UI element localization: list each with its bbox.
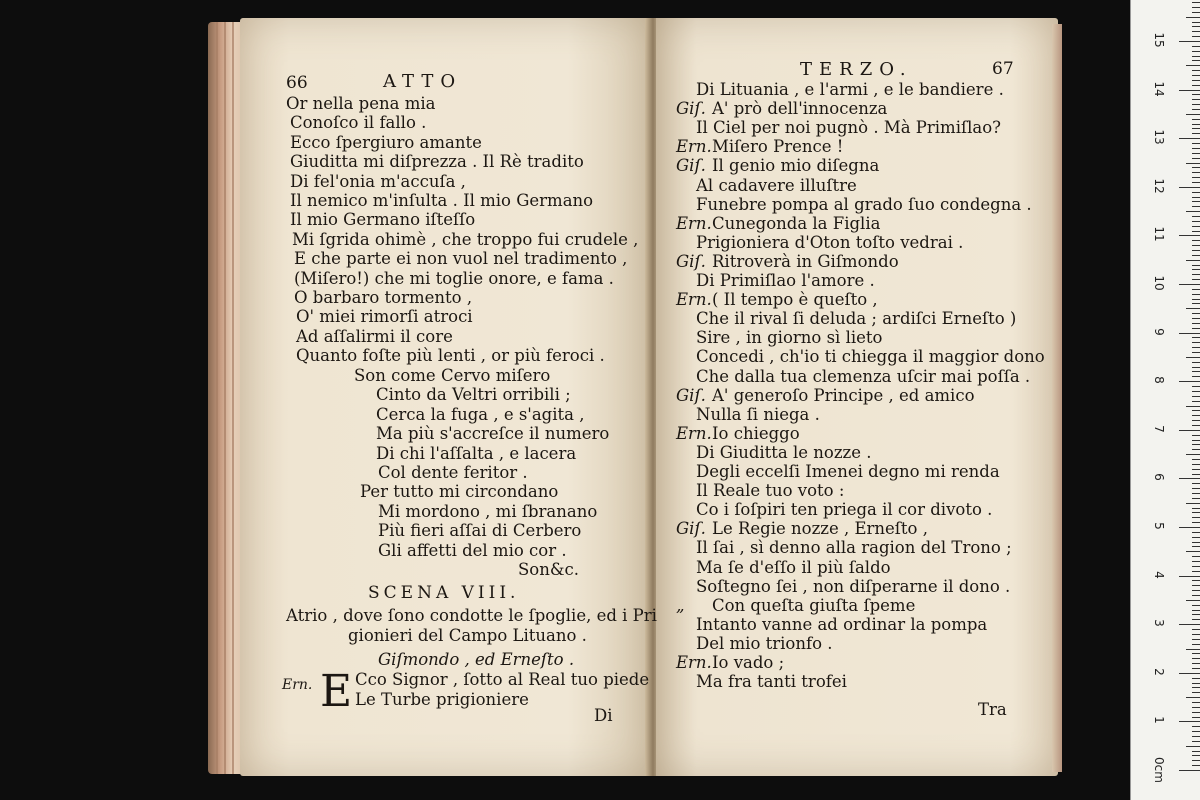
left-catchword: Di xyxy=(594,706,613,725)
ruler-tick xyxy=(1192,741,1200,742)
ruler-tick xyxy=(1192,85,1200,86)
ruler-label: 14 xyxy=(1152,80,1166,97)
ruler-label: 8 xyxy=(1152,376,1166,384)
ruler-tick xyxy=(1192,668,1200,669)
ruler-tick xyxy=(1186,551,1200,552)
ruler-tick xyxy=(1192,192,1200,193)
scene-description-1: Atrio , dove ſono condotte le ſpoglie, ed i Pri xyxy=(286,606,657,625)
ruler-tick xyxy=(1192,26,1200,27)
ruler-tick xyxy=(1186,308,1200,309)
ruler-tick xyxy=(1192,653,1200,654)
ruler-tick xyxy=(1179,284,1200,285)
verse-line: Il nemico m'inſulta . Il mio Germano xyxy=(290,191,594,210)
speaker-label: Ern. xyxy=(676,213,712,233)
speaker-label: Giſ. xyxy=(676,385,706,405)
ruler-tick xyxy=(1192,328,1200,329)
ruler-tick xyxy=(1192,148,1200,149)
dialogue-line: Il Reale tuo voto : xyxy=(696,481,845,501)
drop-cap: E xyxy=(320,666,353,717)
ruler-tick xyxy=(1179,138,1200,139)
ruler-tick xyxy=(1192,36,1200,37)
ruler-label: 1 xyxy=(1152,716,1166,725)
dialogue-line: Ritroverà in Giſmondo xyxy=(712,251,899,271)
dialogue-line: Del mio trionfo . xyxy=(696,633,833,653)
ruler-tick xyxy=(1192,197,1200,198)
ruler-tick xyxy=(1179,478,1200,479)
ruler-tick xyxy=(1192,726,1200,727)
speaker-label: Ern. xyxy=(676,653,712,672)
ruler-tick xyxy=(1192,221,1200,222)
ruler-tick xyxy=(1192,556,1200,557)
ruler-tick xyxy=(1192,201,1200,202)
verse-line: (Miſero!) che mi toglie onore, e fama . xyxy=(294,268,614,288)
ruler-tick xyxy=(1192,493,1200,494)
ruler-tick xyxy=(1192,469,1200,470)
ruler-tick xyxy=(1192,177,1200,178)
ruler-tick xyxy=(1186,697,1200,698)
ruler-tick xyxy=(1192,119,1200,120)
ruler-tick xyxy=(1192,376,1200,377)
ruler-tick xyxy=(1192,128,1200,129)
ruler-tick xyxy=(1179,381,1200,382)
ruler-tick xyxy=(1192,585,1200,586)
ruler-tick xyxy=(1192,440,1200,441)
ruler-tick xyxy=(1192,561,1200,562)
ruler-tick xyxy=(1192,683,1200,684)
ruler-tick xyxy=(1186,17,1200,18)
ruler-tick xyxy=(1192,2,1200,3)
ruler-tick xyxy=(1186,454,1200,455)
ruler-tick xyxy=(1179,770,1200,771)
dialogue-line: Ma ſe d'eſſo il più ſaldo xyxy=(696,557,891,577)
ruler-tick xyxy=(1186,114,1200,115)
aria-line: Son come Cervo miſero xyxy=(354,366,551,385)
aria-line: Ma più s'accreſce il numero xyxy=(376,424,610,444)
ruler-label: 11 xyxy=(1152,226,1166,243)
ruler-tick xyxy=(1179,333,1200,334)
ruler-tick xyxy=(1179,721,1200,722)
ruler-tick xyxy=(1179,527,1200,528)
dialogue-line: Sire , in giorno sì lieto xyxy=(696,328,883,348)
dialogue-line: Con queſta giuſta ſpeme xyxy=(712,595,916,615)
verse-line: E che parte ei non vuol nel tradimento , xyxy=(294,249,628,269)
ruler-tick xyxy=(1192,580,1200,581)
ruler-tick xyxy=(1179,41,1200,42)
ruler-tick xyxy=(1192,371,1200,372)
ruler-tick xyxy=(1192,318,1200,319)
dialogue-line: Il Ciel per noi pugnò . Mà Primiſlao? xyxy=(696,118,1001,138)
ruler-label: 9 xyxy=(1152,327,1166,336)
ruler-tick xyxy=(1192,566,1200,567)
ruler-tick xyxy=(1192,7,1200,8)
ruler-tick xyxy=(1192,663,1200,664)
ruler-tick xyxy=(1192,279,1200,280)
ruler-tick xyxy=(1192,231,1200,232)
ruler-tick xyxy=(1192,255,1200,256)
ruler-tick xyxy=(1192,362,1200,363)
aria-line: Di chi l'aſſalta , e lacera xyxy=(376,443,577,463)
ruler-tick xyxy=(1192,444,1200,445)
ruler-tick xyxy=(1192,508,1200,509)
ruler-tick xyxy=(1192,415,1200,416)
aria-line: Gli affetti del mio cor . xyxy=(378,540,567,560)
aria-line: Più fieri aſſai di Cerbero xyxy=(378,521,582,541)
aria-line: Per tutto mi circondano xyxy=(360,482,559,502)
dialogue-line: Nulla ſi niega . xyxy=(696,404,820,424)
ruler-tick xyxy=(1192,590,1200,591)
ruler-tick xyxy=(1192,80,1200,81)
dialogue-line: Degli eccelſi Imenei degno mi renda xyxy=(696,462,1000,481)
ruler-tick xyxy=(1192,760,1200,761)
ruler-tick xyxy=(1179,90,1200,91)
scene-title: SCENA VIII. xyxy=(368,583,520,603)
left-page-number: 66 xyxy=(286,73,308,93)
ruler-tick xyxy=(1192,610,1200,611)
ruler-tick xyxy=(1192,70,1200,71)
ruler-tick xyxy=(1192,167,1200,168)
ruler-tick xyxy=(1192,124,1200,125)
ruler-tick xyxy=(1192,464,1200,465)
dialogue-line: Intanto vanne ad ordinar la pompa xyxy=(696,614,988,634)
ruler-tick xyxy=(1192,755,1200,756)
verse-line: Ecco ſpergiuro amante xyxy=(290,132,482,152)
ruler-unit-label: 0cm xyxy=(1152,757,1166,783)
dialogue-line: Prigioniera d'Oton toſto vedrai . xyxy=(696,232,964,252)
dialogue-line: Io vado ; xyxy=(712,653,785,672)
ruler-tick xyxy=(1192,289,1200,290)
verse-line: Il mio Germano iſteſſo xyxy=(290,210,476,230)
ruler-tick xyxy=(1192,143,1200,144)
ruler-tick xyxy=(1192,51,1200,52)
dialogue-line: Cunegonda la Figlia xyxy=(712,213,881,233)
speaker-label: Ern. xyxy=(282,677,313,693)
ruler-tick xyxy=(1192,172,1200,173)
ruler-tick xyxy=(1179,430,1200,431)
ruler-tick xyxy=(1192,342,1200,343)
ruler-tick xyxy=(1192,498,1200,499)
ruler-tick xyxy=(1192,717,1200,718)
ruler-label: 6 xyxy=(1152,473,1166,482)
ruler-tick xyxy=(1192,702,1200,703)
dialogue-line: ( Il tempo è queſto , xyxy=(712,290,878,310)
speaker-label: Giſ. xyxy=(676,519,706,539)
verse-line: Di fel'onia m'accuſa , xyxy=(290,171,466,191)
ruler-label: 2 xyxy=(1152,667,1166,676)
ruler-tick xyxy=(1186,503,1200,504)
ruler-tick xyxy=(1192,265,1200,266)
ruler-tick xyxy=(1192,391,1200,392)
ruler-tick xyxy=(1192,425,1200,426)
ruler-tick xyxy=(1192,396,1200,397)
ruler-tick xyxy=(1192,765,1200,766)
ruler-tick xyxy=(1192,751,1200,752)
ruler-tick xyxy=(1186,211,1200,212)
ruler-label: 5 xyxy=(1152,522,1166,530)
dialogue-line: A' generoſo Principe , ed amico xyxy=(712,385,975,405)
ruler-tick xyxy=(1192,639,1200,640)
speaker-label: Giſ. xyxy=(676,156,706,176)
ruler-tick xyxy=(1192,46,1200,47)
ruler-tick xyxy=(1192,707,1200,708)
dialogue-line: Soſtegno ſei , non diſperarne il dono . xyxy=(696,576,1011,596)
dialogue-line: Di Lituania , e l'armi , e le bandiere . xyxy=(696,80,1004,99)
dialogue-line: Il ſai , sì denno alla ragion del Trono ; xyxy=(696,538,1012,558)
ruler-tick xyxy=(1192,634,1200,635)
dialogue-line: Di Giuditta le nozze . xyxy=(696,442,872,462)
ruler-tick xyxy=(1192,99,1200,100)
ruler-tick xyxy=(1192,133,1200,134)
aria-line: Col dente feritor . xyxy=(378,463,528,482)
ruler-tick xyxy=(1192,12,1200,13)
ruler-tick xyxy=(1192,323,1200,324)
ruler-tick xyxy=(1192,483,1200,484)
ruler-tick xyxy=(1192,571,1200,572)
ruler-tick xyxy=(1192,109,1200,110)
ruler-tick xyxy=(1192,658,1200,659)
ruler-tick xyxy=(1192,104,1200,105)
dialogue-line-2: Le Turbe prigioniere xyxy=(355,690,529,709)
ruler-label: 10 xyxy=(1152,275,1166,291)
ruler-tick xyxy=(1192,619,1200,620)
ruler-tick xyxy=(1192,206,1200,207)
ruler-label: 4 xyxy=(1152,570,1166,579)
ruler-tick xyxy=(1192,337,1200,338)
ruler-tick xyxy=(1192,269,1200,270)
ruler-tick xyxy=(1192,736,1200,737)
ruler-label: 7 xyxy=(1152,424,1166,433)
ruler-tick xyxy=(1192,303,1200,304)
ruler-tick xyxy=(1192,158,1200,159)
ruler-tick xyxy=(1192,60,1200,61)
ruler-tick xyxy=(1192,352,1200,353)
ruler-tick xyxy=(1186,163,1200,164)
aria-line: Mi mordono , mi ſbranano xyxy=(378,501,598,521)
ruler-tick xyxy=(1192,250,1200,251)
ruler-tick xyxy=(1192,313,1200,314)
ruler-tick xyxy=(1179,624,1200,625)
verse-line: Quanto foſte più lenti , or più feroci . xyxy=(296,346,605,366)
ruler-tick xyxy=(1179,235,1200,236)
dialogue-line: Concedi , ch'io ti chiegga il maggior dono xyxy=(696,347,1045,367)
dialogue-line: Che il rival ſi deluda ; ardiſci Erneſto ) xyxy=(696,309,1017,329)
speaker-label: Ern. xyxy=(676,423,712,443)
ruler-tick xyxy=(1192,692,1200,693)
ruler-tick xyxy=(1186,649,1200,650)
dialogue-line: Ma fra tanti trofei xyxy=(696,672,847,692)
ruler-tick xyxy=(1192,274,1200,275)
right-page-edge xyxy=(1052,24,1062,772)
ruler-tick xyxy=(1192,731,1200,732)
speaker-label: Ern. xyxy=(676,137,712,157)
ruler-tick xyxy=(1192,644,1200,645)
ruler-tick xyxy=(1192,542,1200,543)
ruler-tick xyxy=(1192,294,1200,295)
ruler-tick xyxy=(1179,187,1200,188)
verse-line: Or nella pena mia xyxy=(286,94,436,113)
scene-characters: Giſmondo , ed Erneſto . xyxy=(378,650,575,669)
verse-line: Giuditta mi diſprezza . Il Rè tradito xyxy=(290,152,584,172)
ruler-tick xyxy=(1192,182,1200,183)
right-catchword: Tra xyxy=(978,700,1007,719)
speaker-label: „ xyxy=(676,595,685,615)
ruler-tick xyxy=(1186,260,1200,261)
dialogue-line: Miſero Prence ! xyxy=(712,137,844,157)
ruler-tick xyxy=(1179,576,1200,577)
ruler-tick xyxy=(1186,357,1200,358)
dialogue-line-1: Cco Signor , ſotto al Real tuo piede xyxy=(355,670,650,689)
ruler-label: 13 xyxy=(1152,129,1166,145)
ruler-tick xyxy=(1192,614,1200,615)
ruler-tick xyxy=(1192,386,1200,387)
ruler-tick xyxy=(1192,435,1200,436)
verse-line: Conoſco il fallo . xyxy=(290,113,427,133)
ruler-tick xyxy=(1192,245,1200,246)
ruler-tick xyxy=(1192,474,1200,475)
ruler-tick xyxy=(1186,65,1200,66)
ruler-tick xyxy=(1186,406,1200,407)
speaker-label: Giſ. xyxy=(676,251,706,271)
ruler-tick xyxy=(1192,605,1200,606)
ruler-tick xyxy=(1192,678,1200,679)
ruler-tick xyxy=(1192,299,1200,300)
ruler-tick xyxy=(1192,595,1200,596)
left-running-header: ATTO xyxy=(383,71,463,92)
ruler-tick xyxy=(1192,75,1200,76)
ruler-tick xyxy=(1192,367,1200,368)
ruler-tick xyxy=(1192,420,1200,421)
ruler-tick xyxy=(1192,537,1200,538)
ruler-tick xyxy=(1192,687,1200,688)
right-running-header: TERZO. xyxy=(800,59,913,80)
right-page-number: 67 xyxy=(992,59,1014,79)
ruler-tick xyxy=(1192,629,1200,630)
ruler-tick xyxy=(1192,546,1200,547)
verse-line: O barbaro tormento , xyxy=(294,288,473,307)
aria-line: Son&c. xyxy=(518,560,580,579)
ruler-tick xyxy=(1192,347,1200,348)
ruler-tick xyxy=(1192,31,1200,32)
ruler-label: 15 xyxy=(1152,32,1166,48)
ruler-tick xyxy=(1192,522,1200,523)
ruler-label: 3 xyxy=(1152,619,1166,627)
ruler-tick xyxy=(1186,600,1200,601)
dialogue-line: Di Primiſlao l'amore . xyxy=(696,271,875,290)
dialogue-line: Il genio mio diſegna xyxy=(712,156,880,176)
ruler-tick xyxy=(1192,488,1200,489)
ruler-tick xyxy=(1192,240,1200,241)
aria-line: Cerca la fuga , e s'agita , xyxy=(376,404,585,424)
measurement-ruler xyxy=(1130,0,1200,800)
verse-line: Ad aſſalirmi il core xyxy=(296,326,453,346)
ruler-tick xyxy=(1192,517,1200,518)
ruler-tick xyxy=(1192,226,1200,227)
ruler-tick xyxy=(1186,746,1200,747)
dialogue-line: Funebre pompa al grado ſuo condegna . xyxy=(696,194,1032,214)
ruler-tick xyxy=(1192,410,1200,411)
ruler-label: 12 xyxy=(1152,178,1166,194)
verse-line: Mi ſgrida ohimè , che troppo fui crudele , xyxy=(292,229,639,249)
scene-description-2: gionieri del Campo Lituano . xyxy=(348,626,587,645)
ruler-tick xyxy=(1192,153,1200,154)
ruler-tick xyxy=(1179,673,1200,674)
dialogue-line: Le Regie nozze , Erneſto , xyxy=(712,519,928,539)
ruler-tick xyxy=(1192,56,1200,57)
dialogue-line: Che dalla tua clemenza uſcir mai poſſa . xyxy=(696,366,1031,386)
ruler-tick xyxy=(1192,449,1200,450)
dialogue-line: A' prò dell'innocenza xyxy=(712,99,888,119)
ruler-tick xyxy=(1192,22,1200,23)
ruler-tick xyxy=(1192,532,1200,533)
ruler-tick xyxy=(1192,459,1200,460)
dialogue-line: Io chieggo xyxy=(712,423,800,443)
aria-line: Cinto da Veltri orribili ; xyxy=(376,385,571,405)
verse-line: O' miei rimorſi atroci xyxy=(296,307,473,327)
ruler-tick xyxy=(1192,512,1200,513)
dialogue-line: Al cadavere illuſtre xyxy=(696,175,857,195)
ruler-tick xyxy=(1192,94,1200,95)
ruler-tick xyxy=(1192,216,1200,217)
ruler-tick xyxy=(1192,712,1200,713)
speaker-label: Ern. xyxy=(676,290,712,310)
ruler-tick xyxy=(1192,401,1200,402)
dialogue-line: Co i ſoſpiri ten priega il cor divoto . xyxy=(696,500,993,520)
speaker-label: Giſ. xyxy=(676,99,706,119)
